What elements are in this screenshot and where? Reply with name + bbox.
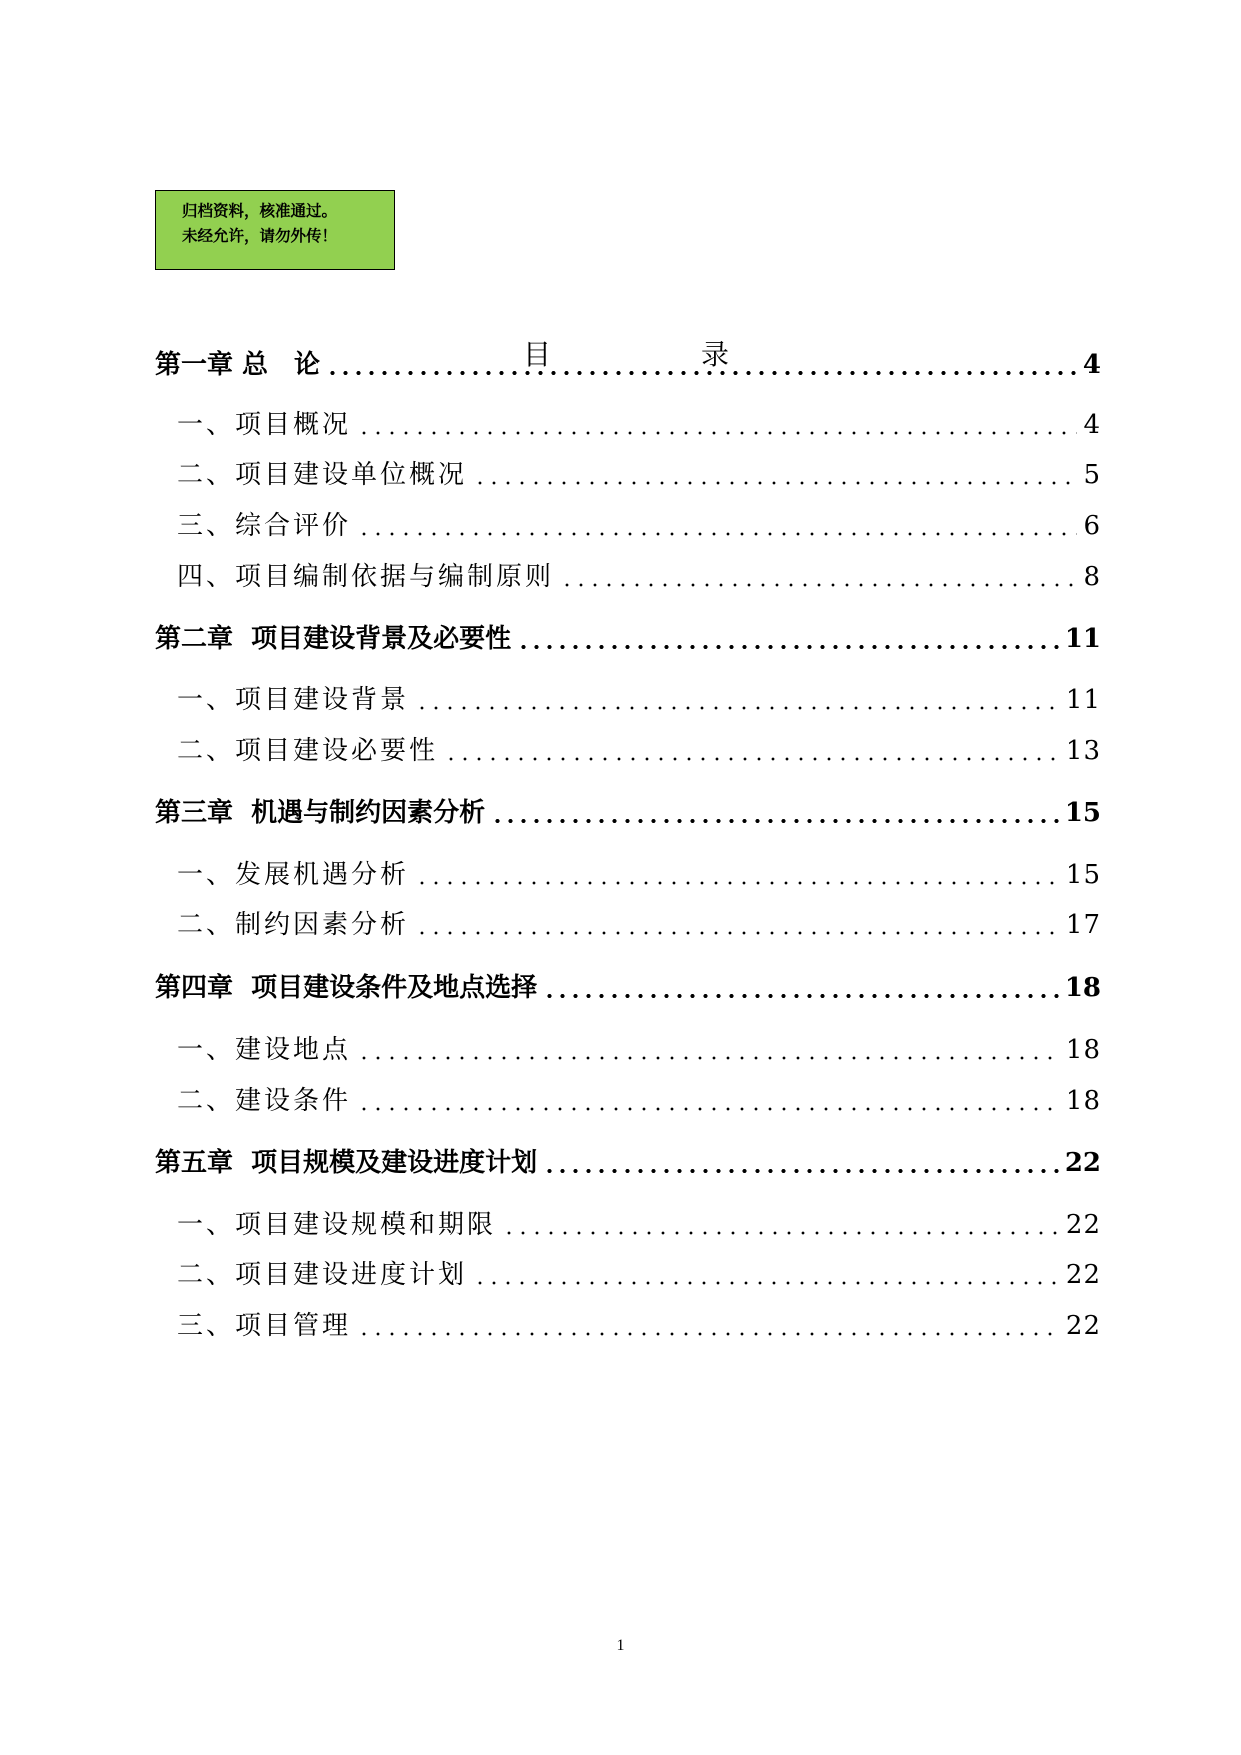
toc-title-char-2: 录 bbox=[701, 338, 730, 371]
archive-notice-stamp bbox=[155, 190, 395, 270]
toc-entry-page: 22 bbox=[1065, 1210, 1101, 1240]
toc-dot-leader bbox=[357, 1107, 1060, 1111]
toc-entry-label: 二、制约因素分析 bbox=[177, 910, 410, 940]
toc-entry-page: 15 bbox=[1065, 860, 1101, 890]
toc-dot-leader bbox=[357, 1332, 1060, 1336]
toc-chapter-entry[interactable] bbox=[155, 793, 1101, 833]
toc-section-entry[interactable] bbox=[155, 905, 1101, 945]
toc-dot-leader bbox=[473, 1281, 1060, 1285]
toc-entry-page: 8 bbox=[1083, 562, 1101, 592]
toc-entry-label: 第一章 总 论 bbox=[155, 350, 321, 380]
toc-dot-leader bbox=[517, 645, 1059, 649]
toc-entry-label: 一、项目建设规模和期限 bbox=[177, 1210, 497, 1240]
toc-entry-label: 第五章 项目规模及建设进度计划 bbox=[155, 1148, 538, 1178]
toc-title-char-1: 目 bbox=[523, 338, 552, 371]
toc-dot-leader bbox=[502, 1231, 1060, 1235]
toc-entry-page: 15 bbox=[1064, 798, 1101, 828]
toc-dot-leader bbox=[357, 431, 1077, 435]
toc-entry-page: 22 bbox=[1065, 1260, 1101, 1290]
toc-entry-label: 三、综合评价 bbox=[177, 511, 352, 541]
toc-section-entry[interactable] bbox=[155, 855, 1101, 895]
toc-entry-page: 4 bbox=[1082, 350, 1101, 380]
toc-entry-page: 5 bbox=[1083, 460, 1101, 490]
toc-entry-label: 二、项目建设单位概况 bbox=[177, 460, 468, 490]
toc-entry-label: 第三章 机遇与制约因素分析 bbox=[155, 798, 486, 828]
toc-dot-leader bbox=[444, 757, 1060, 761]
toc-section-entry[interactable] bbox=[155, 1255, 1101, 1295]
toc-dot-leader bbox=[415, 931, 1060, 935]
toc-entry-label: 二、建设条件 bbox=[177, 1086, 352, 1116]
toc-entry-label: 一、项目建设背景 bbox=[177, 685, 410, 715]
toc-entry-label: 三、项目管理 bbox=[177, 1311, 352, 1341]
stamp-line-2: 未经允许，请勿外传！ bbox=[182, 227, 338, 245]
toc-section-entry[interactable] bbox=[155, 557, 1101, 597]
toc-dot-leader bbox=[543, 1169, 1059, 1173]
toc-chapter-entry[interactable] bbox=[155, 1143, 1101, 1183]
toc-entry-label: 二、项目建设必要性 bbox=[177, 736, 439, 766]
stamp-line-1: 归档资料，核准通过。 bbox=[182, 202, 338, 220]
toc-entry-page: 22 bbox=[1065, 1311, 1101, 1341]
toc-entry-label: 一、项目概况 bbox=[177, 410, 352, 440]
toc-chapter-entry[interactable] bbox=[155, 619, 1101, 659]
toc-entry-label: 第四章 项目建设条件及地点选择 bbox=[155, 973, 538, 1003]
toc-entry-page: 22 bbox=[1064, 1148, 1101, 1178]
toc-section-entry[interactable] bbox=[155, 455, 1101, 495]
toc-entry-page: 6 bbox=[1083, 511, 1101, 541]
toc-section-entry[interactable] bbox=[155, 506, 1101, 546]
toc-dot-leader bbox=[415, 706, 1060, 710]
toc-section-entry[interactable] bbox=[155, 1205, 1101, 1245]
toc-entry-page: 18 bbox=[1064, 973, 1101, 1003]
toc-entry-page: 11 bbox=[1064, 624, 1101, 654]
toc-dot-leader bbox=[357, 1056, 1060, 1060]
toc-entry-label: 一、建设地点 bbox=[177, 1035, 352, 1065]
toc-section-entry[interactable] bbox=[155, 680, 1101, 720]
toc-entry-page: 4 bbox=[1083, 410, 1101, 440]
toc-entry-label: 四、项目编制依据与编制原则 bbox=[177, 562, 555, 592]
toc-dot-leader bbox=[415, 881, 1060, 885]
toc-dot-leader bbox=[473, 481, 1077, 485]
page-number: 1 bbox=[616, 1637, 625, 1654]
toc-dot-leader bbox=[357, 532, 1077, 536]
toc-dot-leader bbox=[491, 819, 1059, 823]
toc-section-entry[interactable] bbox=[155, 731, 1101, 771]
toc-entry-label: 第二章 项目建设背景及必要性 bbox=[155, 624, 512, 654]
toc-entry-label: 一、发展机遇分析 bbox=[177, 860, 410, 890]
toc-section-entry[interactable] bbox=[155, 1030, 1101, 1070]
toc-dot-leader bbox=[326, 371, 1077, 375]
toc-dot-leader bbox=[543, 994, 1059, 998]
toc-entry-page: 18 bbox=[1065, 1035, 1101, 1065]
toc-chapter-entry[interactable] bbox=[155, 345, 1101, 385]
toc-entry-label: 二、项目建设进度计划 bbox=[177, 1260, 468, 1290]
toc-entry-page: 17 bbox=[1065, 910, 1101, 940]
toc-entry-page: 18 bbox=[1065, 1086, 1101, 1116]
toc-section-entry[interactable] bbox=[155, 1081, 1101, 1121]
toc-section-entry[interactable] bbox=[155, 1306, 1101, 1346]
toc-entry-page: 13 bbox=[1065, 736, 1101, 766]
toc-section-entry[interactable] bbox=[155, 405, 1101, 445]
toc-entry-page: 11 bbox=[1065, 685, 1101, 715]
toc-chapter-entry[interactable] bbox=[155, 968, 1101, 1008]
toc-dot-leader bbox=[560, 583, 1077, 587]
